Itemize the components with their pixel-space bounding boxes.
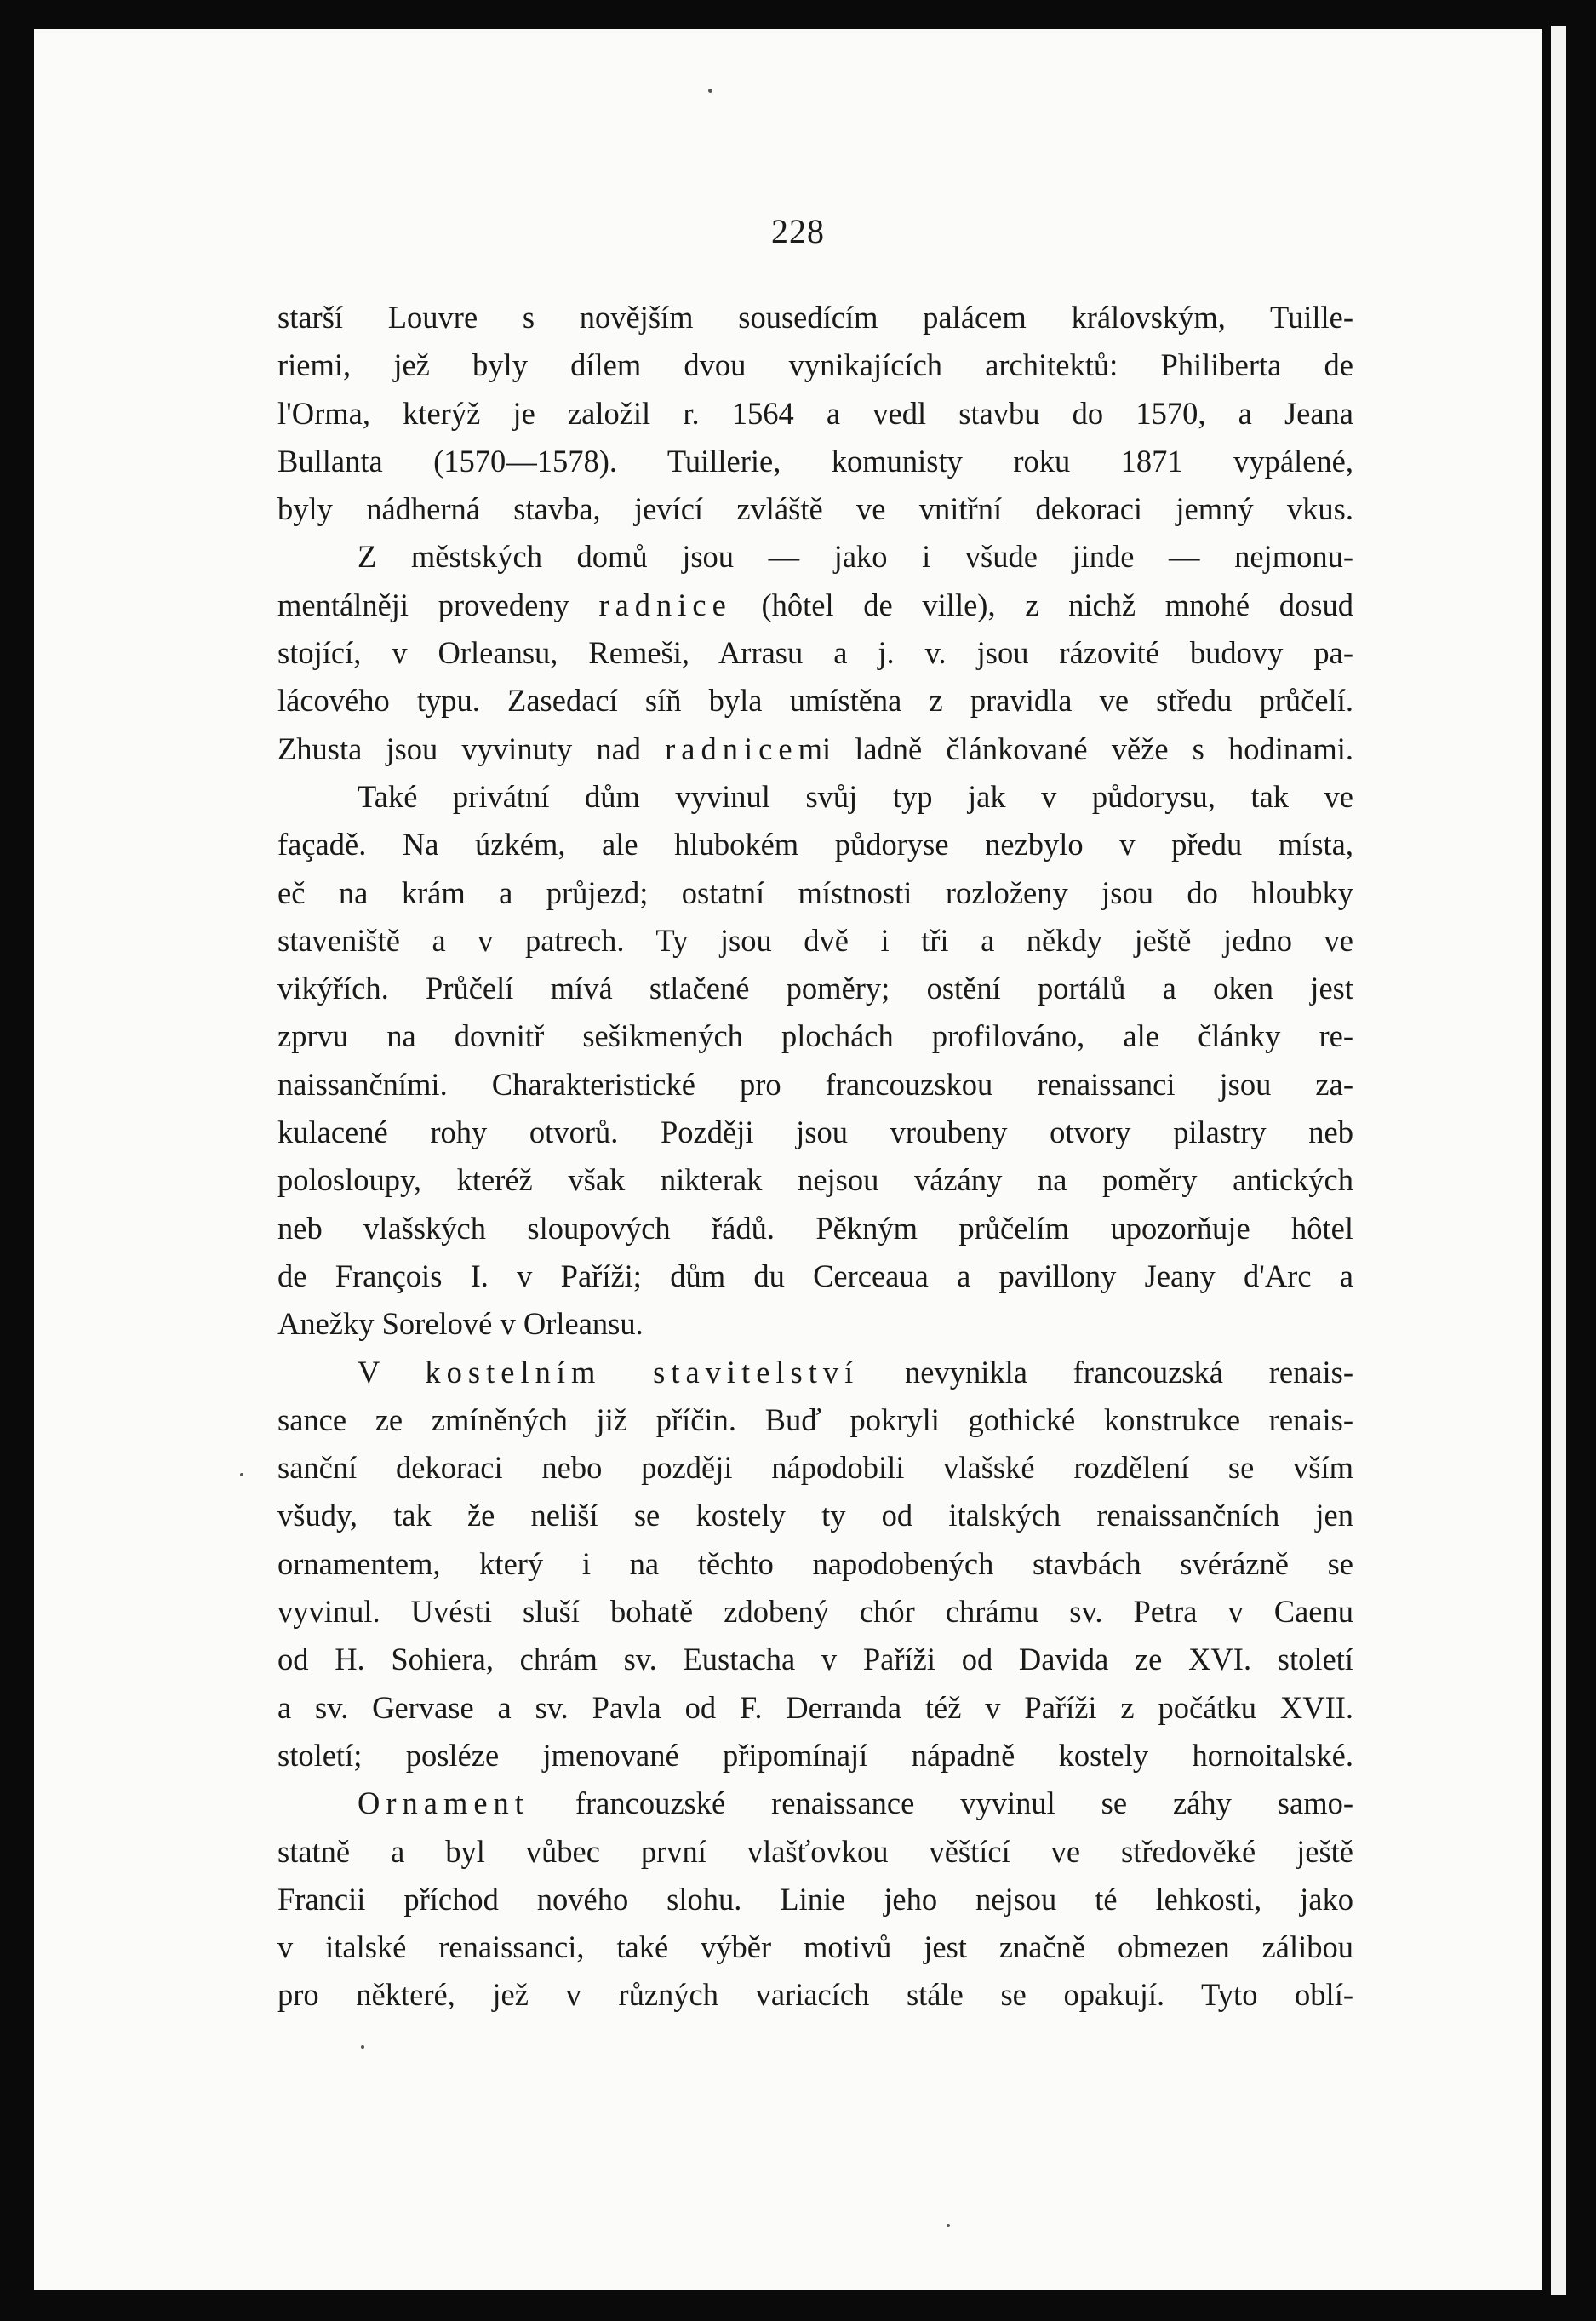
text-line: vyvinul. Uvésti sluší bohatě zdobený chór chrámu sv. Petra v Caenu [277, 1594, 1353, 1630]
page-number: 228 [771, 212, 825, 250]
text-line: sance ze zmíněných již příčin. Buď pokryli gothické konstrukce renais- [277, 1401, 1353, 1437]
text-line: statně a byl vůbec první vlašťovkou věštící ve středověké ještě [277, 1833, 1353, 1869]
scan-speck [947, 2224, 950, 2227]
text-line: starší Louvre s novějším sousedícím palácem královským, Tuille- [277, 300, 1353, 335]
spaced-emphasis: kostelním stavitelství [425, 1354, 860, 1390]
body-text [277, 294, 1353, 2020]
text-line: století; posléze jmenované připomínají nápadně kostely hornoitalské. [277, 1737, 1353, 1773]
text-line: mentálněji provedeny radnice (hôtel de ville), z nichž mnohé dosud [277, 587, 1353, 622]
text-line: staveniště a v patrech. Ty jsou dvě i tři a někdy ještě jedno ve [277, 922, 1353, 958]
text-line: Anežky Sorelové v Orleansu. [277, 1306, 644, 1342]
text-line: naissančními. Charakteristické pro francouzskou renaissanci jsou za- [277, 1066, 1353, 1102]
text-line: Zhusta jsou vyvinuty nad radnicemi ladně článkované věže s hodinami. [277, 731, 1353, 766]
text-line: vikýřích. Průčelí mívá stlačené poměry; ostění portálů a oken jest [277, 971, 1353, 1006]
spaced-emphasis: radnice [665, 731, 798, 766]
text-line: Bullanta (1570—1578). Tuillerie, komunisty roku 1871 vypálené, [277, 443, 1353, 479]
text-line: v italské renaissanci, také výběr motivů jest značně obmezen zálibou [277, 1929, 1353, 1965]
text-line: a sv. Gervase a sv. Pavla od F. Derranda též v Paříži z počátku XVII. [277, 1689, 1353, 1725]
text-line: Z městských domů jsou — jako i všude jinde — nejmonu- [358, 539, 1353, 575]
text-line: kulacené rohy otvorů. Později jsou vroubeny otvory pilastry neb [277, 1115, 1353, 1150]
text-line: od H. Sohiera, chrám sv. Eustacha v Paříži od Davida ze XVI. století [277, 1642, 1353, 1677]
text-line: byly nádherná stavba, jevící zvláště ve vnitřní dekoraci jemný vkus. [277, 491, 1353, 527]
text-line: l'Orma, kterýž je založil r. 1564 a vedl stavbu do 1570, a Jeana [277, 395, 1353, 431]
text-line: pro některé, jež v různých variacích stále se opakují. Tyto oblí- [277, 1977, 1353, 2013]
text-line: eč na krám a průjezd; ostatní místnosti rozloženy jsou do hloubky [277, 874, 1353, 910]
text-line: neb vlašských sloupových řádů. Pěkným průčelím upozorňuje hôtel [277, 1210, 1353, 1246]
text-line: stojící, v Orleansu, Remeši, Arrasu a j. v. jsou rázovité budovy pa- [277, 635, 1353, 671]
text-line: de François I. v Paříži; dům du Cerceaua a pavillony Jeany d'Arc a [277, 1258, 1353, 1293]
page-edge-strip [1551, 26, 1566, 2295]
text-line: polosloupy, kteréž však nikterak nejsou vázány na poměry antických [277, 1162, 1353, 1198]
text-line: Také privátní dům vyvinul svůj typ jak v půdorysu, tak ve [358, 778, 1353, 814]
text-line: lácového typu. Zasedací síň byla umístěna z pravidla ve středu průčelí. [277, 683, 1353, 719]
scan-speck [708, 89, 712, 93]
text-line: riemi, jež byly dílem dvou vynikajících architektů: Philiberta de [277, 347, 1353, 383]
text-line: všudy, tak že neliší se kostely ty od italských renaissančních jen [277, 1498, 1353, 1533]
text-line: façadě. Na úzkém, ale hlubokém půdoryse nezbylo v předu místa, [277, 827, 1353, 862]
text-line: Ornament francouzské renaissance vyvinul se záhy samo- [358, 1785, 1353, 1821]
text-line: V kostelním stavitelství nevynikla francouzská renais- [358, 1354, 1354, 1390]
text-line: sanční dekoraci nebo později nápodobili vlašské rozdělení se vším [277, 1450, 1353, 1486]
text-line: zprvu na dovnitř sešikmených plochách profilováno, ale články re- [277, 1018, 1353, 1054]
text-line: Francii příchod nového slohu. Linie jeho nejsou té lehkosti, jako [277, 1881, 1353, 1917]
scan-speck [240, 1473, 243, 1476]
spaced-emphasis: Ornament [358, 1785, 529, 1821]
scan-speck [361, 2045, 364, 2049]
spaced-emphasis: radnice [598, 587, 732, 622]
text-line: ornamentem, který i na těchto napodobených stavbách svérázně se [277, 1545, 1353, 1581]
